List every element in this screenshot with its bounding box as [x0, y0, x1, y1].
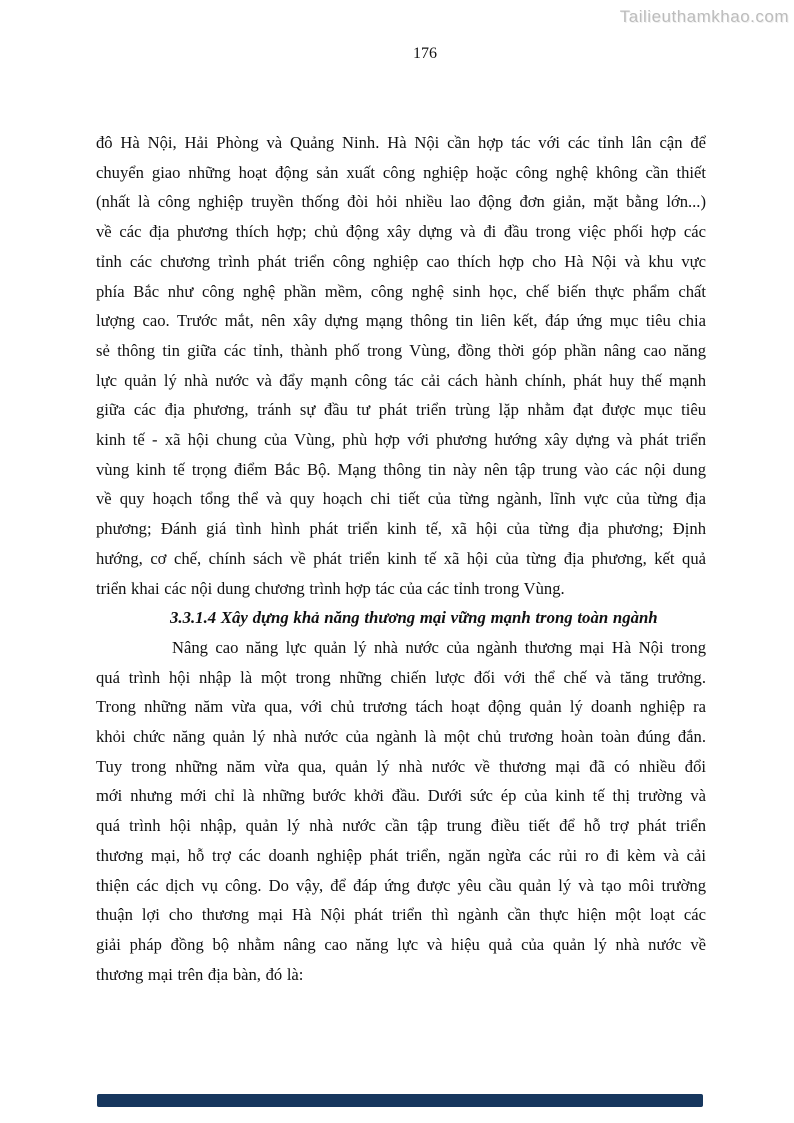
text-line: quá trình hội nhập là một trong những chiến lược đối với thể chế và tăng trưởng.	[96, 667, 706, 687]
text-line: phương; Đánh giá tình hình phát triển kinh tế, xã hội của từng địa phương; Định	[96, 519, 706, 539]
paragraph-2	[96, 633, 706, 989]
section-heading-3314: 3.3.1.4 Xây dựng khả năng thương mại vững mạnh trong toàn ngành	[170, 608, 658, 628]
text-line: (nhất là công nghiệp truyền thống đòi hỏi nhiều lao động đơn giản, mặt bằng lớn...)	[96, 192, 706, 212]
text-line: Nâng cao năng lực quản lý nhà nước của ngành thương mại Hà Nội trong	[172, 637, 706, 657]
text-line: thương mại trên địa bàn, đó là:	[96, 964, 304, 984]
text-line: vùng kinh tế trọng điểm Bắc Bộ. Mạng thông tin này nên tập trung vào các nội dung	[96, 459, 706, 479]
text-line: hướng, cơ chế, chính sách về phát triển kinh tế xã hội của từng địa phương, kết quả	[96, 548, 706, 568]
text-line: lượng cao. Trước mắt, nên xây dựng mạng thông tin liên kết, đáp ứng mục tiêu chia	[96, 311, 706, 331]
text-line: thiện các dịch vụ công. Do vậy, để đáp ứng được yêu cầu quản lý và tạo môi trường	[96, 875, 706, 895]
page-number: 176	[413, 45, 437, 62]
text-line: sẻ thông tin giữa các tỉnh, thành phố trong Vùng, đồng thời góp phần nâng cao năng	[96, 340, 706, 360]
footer-bar	[97, 1094, 703, 1107]
paragraph-1	[96, 128, 706, 603]
text-line: lực quản lý nhà nước và đẩy mạnh công tác cải cách hành chính, phát huy thế mạnh	[96, 370, 706, 390]
page-body	[96, 128, 706, 989]
text-line: phía Bắc như công nghệ phần mềm, công nghệ sinh học, chế biến thực phẩm chất	[96, 281, 706, 301]
text-line: giải pháp đồng bộ nhằm nâng cao năng lực và hiệu quả của quản lý nhà nước về	[96, 934, 706, 954]
text-line: chuyển giao những hoạt động sản xuất công nghiệp hoặc công nghệ không cần thiết	[96, 162, 706, 182]
text-line: kinh tế - xã hội chung của Vùng, phù hợp với phương hướng xây dựng và phát triển	[96, 430, 706, 450]
site-watermark: Tailieuthamkhao.com	[619, 7, 789, 26]
text-line: triển khai các nội dung chương trình hợp tác của các tỉnh trong Vùng.	[96, 578, 565, 598]
text-line: khỏi chức năng quản lý nhà nước của ngành là một chủ trương hoàn toàn đúng đắn.	[96, 727, 706, 747]
text-line: thương mại, hỗ trợ các doanh nghiệp phát triển, ngăn ngừa các rủi ro đi kèm và cải	[96, 845, 706, 865]
text-line: về quy hoạch tổng thể và quy hoạch chi tiết của từng ngành, lĩnh vực của từng địa	[96, 489, 706, 509]
text-line: đô Hà Nội, Hải Phòng và Quảng Ninh. Hà Nội cần hợp tác với các tỉnh lân cận để	[96, 133, 706, 152]
text-line: Tuy trong những năm vừa qua, quản lý nhà nước về thương mại đã có nhiều đổi	[96, 756, 706, 776]
text-line: tỉnh các chương trình phát triển công nghiệp cao thích hợp cho Hà Nội và khu vực	[96, 251, 706, 271]
text-line: thuận lợi cho thương mại Hà Nội phát triển thì ngành cần thực hiện một loạt các	[96, 905, 706, 925]
text-line: Trong những năm vừa qua, với chủ trương tách hoạt động quản lý doanh nghiệp ra	[96, 697, 706, 717]
text-line: mới nhưng mới chỉ là những bước khởi đầu. Dưới sức ép của kinh tế thị trường và	[96, 786, 706, 806]
text-line: quá trình hội nhập, quản lý nhà nước cần tập trung điều tiết để hỗ trợ phát triển	[96, 816, 706, 836]
text-line: về các địa phương thích hợp; chủ động xây dựng và đi đầu trong việc phối hợp các	[96, 222, 706, 242]
text-line: giữa các địa phương, tránh sự đầu tư phát triển trùng lặp nhằm đạt được mục tiêu	[96, 400, 706, 420]
